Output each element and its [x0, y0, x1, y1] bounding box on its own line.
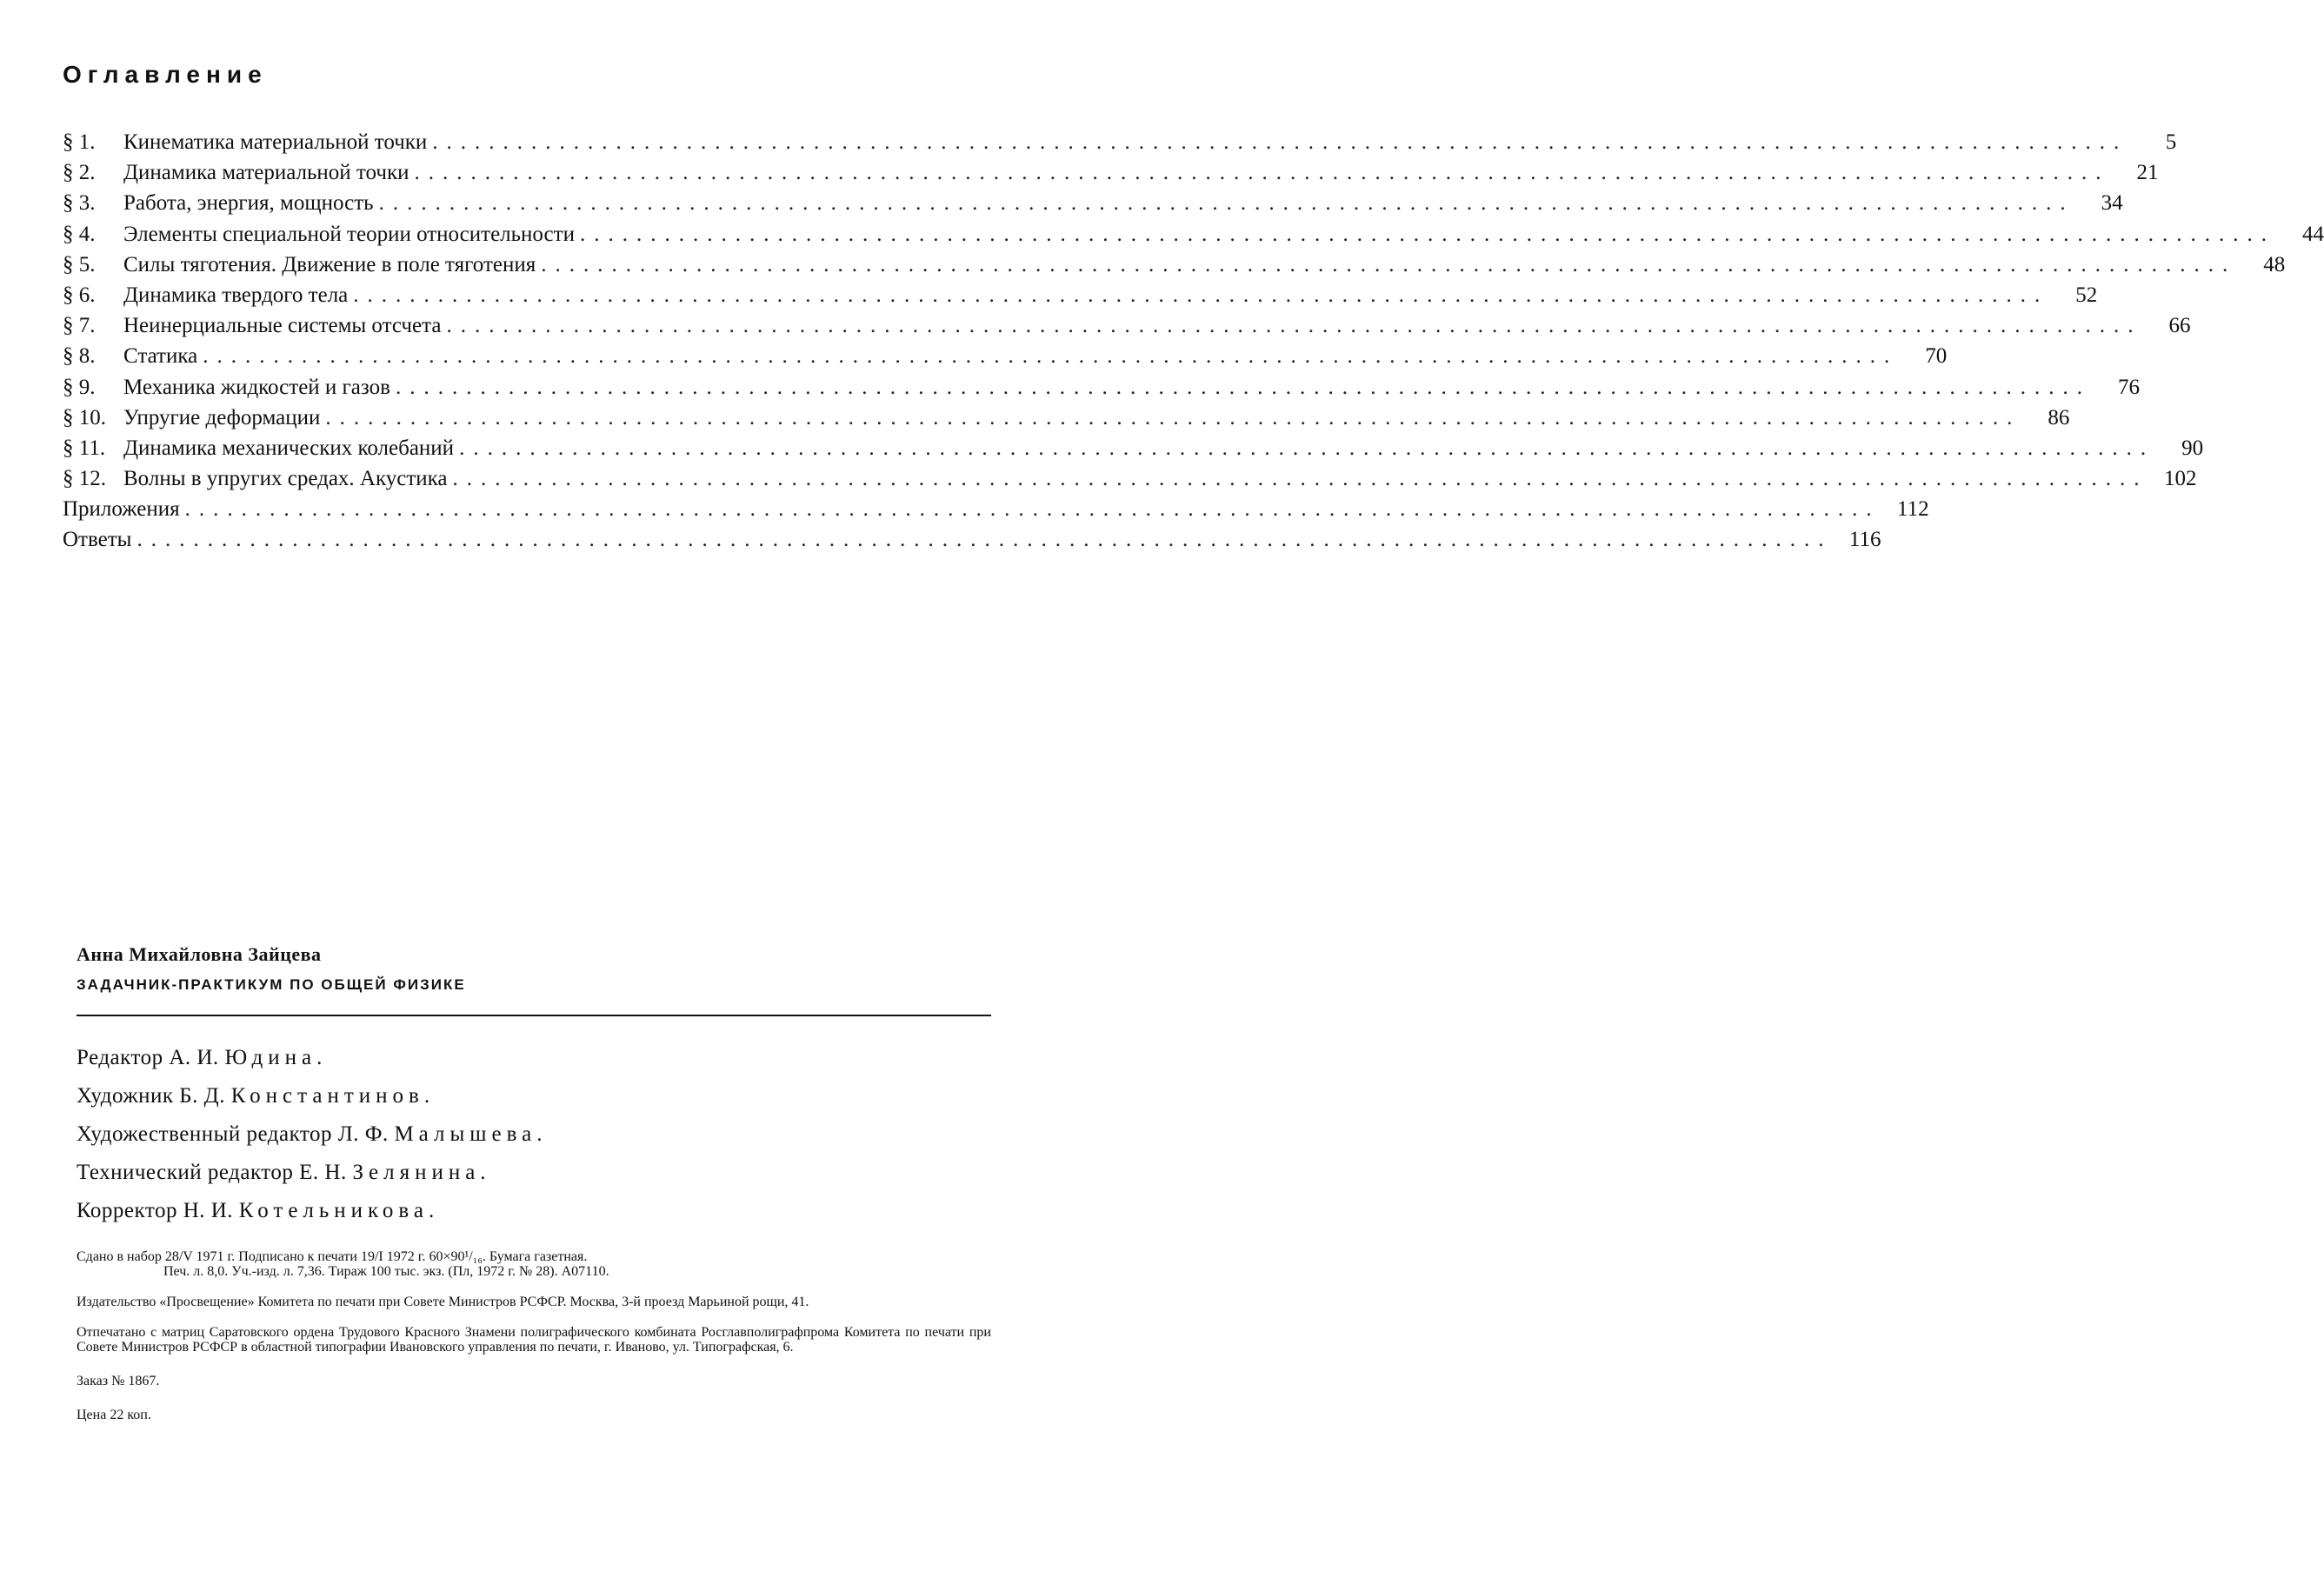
toc-entry-number: § 4. [63, 222, 96, 246]
toc-entry-number: § 8. [63, 344, 96, 369]
print-details [77, 1249, 991, 1279]
toc-entry-page: 44 [2301, 222, 2324, 246]
toc-entry [63, 219, 2324, 250]
credit-line [77, 1039, 991, 1077]
imprint-block [77, 943, 991, 1422]
toc-entry-page: 34 [2101, 191, 2123, 216]
toc-entry [63, 372, 2140, 403]
toc-entry-number: § 2. [63, 161, 96, 185]
toc-entry-label: Кинематика материальной точки [123, 130, 428, 154]
toc-entry-page: 70 [1925, 344, 1948, 369]
toc-entry-page: 112 [1897, 497, 1929, 522]
toc-entry-label: Ответы [63, 528, 132, 552]
toc-dot-leader: ........................................................................................................................ [203, 344, 1899, 369]
toc-entry-page: 5 [2165, 130, 2177, 154]
print-details-line: Сдано в набор 28/V 1971 г. Подписано к печати 19/I 1972 г. 60×90¹/₁₆. Бумага газетная. [77, 1249, 588, 1264]
toc-dot-leader: ........................................................................................................................ [541, 252, 2237, 276]
toc-entry-label: Неинерциальные системы отсчета [123, 314, 442, 338]
credit-line [77, 1077, 991, 1115]
price: Цена 22 коп. [77, 1408, 151, 1422]
toc-entry [63, 403, 2070, 433]
toc-dot-leader: ........................................................................................................................ [579, 222, 2275, 246]
publisher-info: Издательство «Просвещение» Комитета по печати при Совете Министров РСФСР. Москва, 3-й проезд Марьиной рощи, 41. [77, 1295, 809, 1309]
toc-entry-label: Механика жидкостей и газов [123, 375, 390, 399]
toc-dot-leader: ........................................................................................................................ [446, 314, 2142, 338]
toc-entry-page: 90 [2181, 436, 2204, 460]
toc-entry-label: Динамика материальной точки [123, 161, 410, 185]
toc-entry-number: § 6. [63, 283, 96, 307]
toc-entry [63, 127, 2177, 157]
credit-name: Зелянина. [352, 1161, 491, 1184]
toc-entry-number: § 3. [63, 191, 96, 216]
toc-entry-page: 116 [1848, 528, 1881, 552]
toc-entry-number: § 10. [63, 405, 106, 429]
table-of-contents [63, 127, 2324, 556]
toc-entry-label: Упругие деформации [123, 405, 321, 429]
credit-role: Художественный редактор Л. Ф. [77, 1122, 389, 1146]
toc-entry [63, 157, 2159, 188]
credit-line [77, 1115, 991, 1154]
order-number: Заказ № 1867. [77, 1374, 160, 1388]
toc-entry-number: § 11. [63, 436, 106, 460]
credit-name: Малышева. [394, 1122, 548, 1146]
toc-entry-page: 76 [2117, 375, 2140, 399]
credit-line [77, 1154, 991, 1192]
toc-dot-leader: ........................................................................................................................ [414, 161, 2110, 185]
toc-dot-leader: ........................................................................................................................ [378, 191, 2074, 216]
book-title: ЗАДАЧНИК-ПРАКТИКУМ ПО ОБЩЕЙ ФИЗИКЕ [77, 976, 466, 993]
toc-entry [63, 341, 1948, 371]
toc-entry-label: Элементы специальной теории относительности [123, 222, 575, 246]
toc-dot-leader: ........................................................................................................................ [184, 497, 1881, 522]
toc-entry [63, 310, 2191, 341]
credit-role: Корректор Н. И. [77, 1199, 234, 1222]
toc-entry [63, 524, 1881, 555]
credit-line [77, 1192, 991, 1230]
toc-dot-leader: ........................................................................................................................ [432, 130, 2128, 154]
credit-name: Котельникова. [238, 1199, 440, 1222]
toc-entry-page: 48 [2263, 252, 2286, 276]
toc-dot-leader: ........................................................................................................................ [353, 283, 2049, 307]
toc-entry-label: Статика [123, 344, 198, 369]
toc-title: Оглавление [63, 61, 268, 88]
toc-entry [63, 433, 2204, 463]
toc-dot-leader: ........................................................................................................................ [325, 405, 2021, 429]
toc-entry-label: Работа, энергия, мощность [123, 191, 374, 216]
toc-entry-label: Волны в упругих средах. Акустика [123, 467, 448, 491]
toc-entry-page: 102 [2164, 467, 2197, 491]
credit-name: Константинов. [230, 1084, 436, 1108]
toc-entry [63, 463, 2197, 494]
toc-entry [63, 250, 2286, 280]
toc-entry-number: § 1. [63, 130, 96, 154]
toc-dot-leader: ........................................................................................................................ [459, 436, 2155, 460]
toc-dot-leader: ........................................................................................................................ [452, 467, 2148, 491]
toc-dot-leader: ........................................................................................................................ [137, 528, 1833, 552]
toc-entry-number: § 7. [63, 314, 96, 338]
toc-dot-leader: ........................................................................................................................ [395, 375, 2091, 399]
author-name: Анна Михайловна Зайцева [77, 943, 322, 965]
toc-entry-page: 21 [2136, 161, 2159, 185]
toc-entry-number: § 5. [63, 252, 96, 276]
toc-entry-label: Приложения [63, 497, 180, 522]
credit-role: Редактор А. И. [77, 1046, 219, 1069]
credit-role: Технический редактор Е. Н. [77, 1161, 347, 1184]
toc-entry-label: Динамика механических колебаний [123, 436, 455, 460]
toc-entry-page: 52 [2075, 283, 2098, 307]
toc-entry [63, 188, 2123, 218]
print-details-line: Печ. л. 8,0. Уч.-изд. л. 7,36. Тираж 100 тыс. экз. (Пл, 1972 г. № 28). А07110. [163, 1264, 609, 1279]
toc-entry-page: 66 [2168, 314, 2191, 338]
divider [77, 1015, 991, 1016]
toc-entry-number: § 12. [63, 467, 106, 491]
toc-entry-number: § 9. [63, 375, 96, 399]
toc-entry-label: Силы тяготения. Движение в поле тяготения [123, 252, 536, 276]
credit-role: Художник Б. Д. [77, 1084, 225, 1108]
toc-entry-label: Динамика твердого тела [123, 283, 349, 307]
toc-entry-page: 86 [2048, 405, 2070, 429]
toc-entry [63, 494, 1929, 524]
credit-name: Юдина. [224, 1046, 328, 1069]
toc-entry [63, 280, 2098, 310]
printer-info: Отпечатано с матриц Саратовского ордена Трудового Красного Знамени полиграфического комбината Росглавполиграфпрома Комитета по печати при Совете Министров РСФСР в областной типографии Ивановского управления по печати, г. Иваново, ул. Типографская, 6. [77, 1325, 991, 1355]
